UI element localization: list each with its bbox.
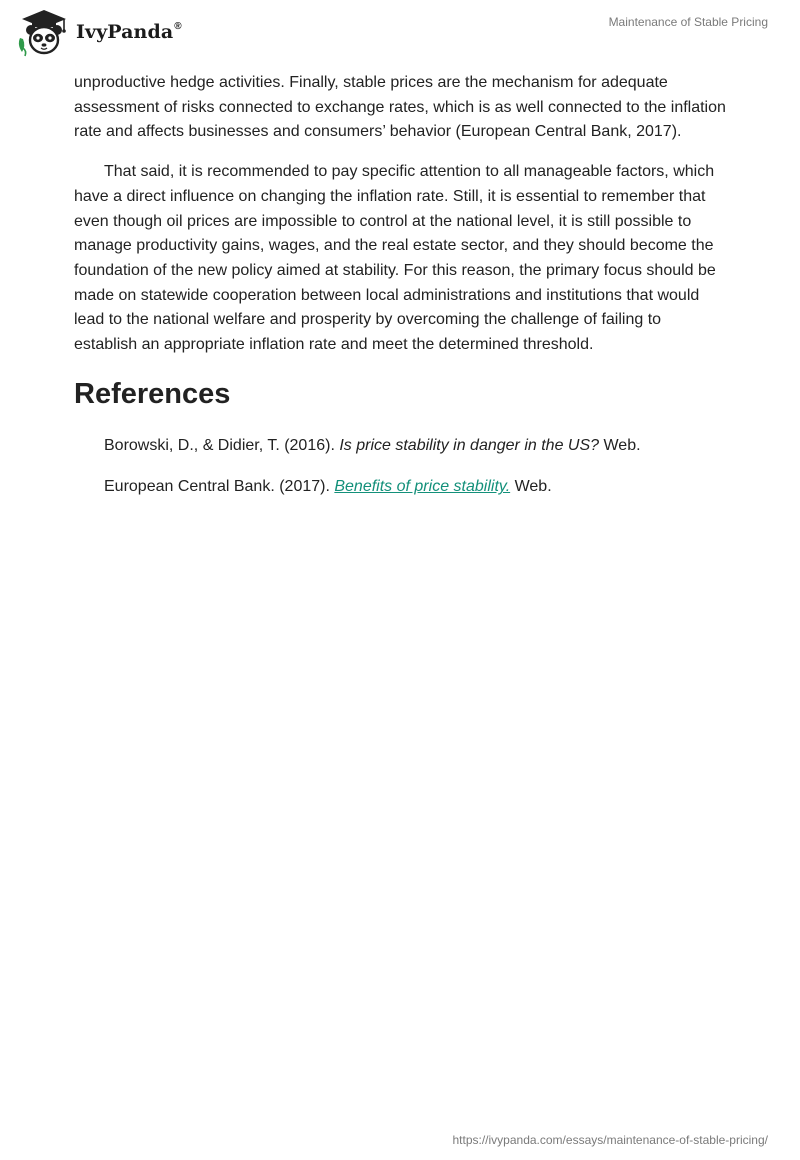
reference-item: [74, 434, 726, 459]
reference-authors: European Central Bank. (2017).: [104, 478, 335, 496]
paragraph-conclusion: That said, it is recommended to pay specific attention to all manageable factors, which have a direct influence on changing the inflation rate. Still, it is essential to remember that even though oil prices are impossible to control at the national level, it is still possible to manage productivity gains, wages, and the real estate sector, and they should become the foundation of the new policy aimed at stability. For this reason, the primary focus should be made on statewide cooperation between local administrations and institutions that would lead to the national welfare and prosperity by overcoming the challenge of failing to establish an appropriate inflation rate and meet the determined threshold.: [74, 163, 716, 354]
reference-item: [74, 475, 726, 500]
page-header: [0, 0, 800, 64]
brand-name: IvyPanda®: [76, 21, 182, 43]
registered-mark: ®: [174, 21, 182, 32]
reference-list: [74, 434, 726, 500]
paragraph-continued: unproductive hedge activities. Finally, stable prices are the mechanism for adequate assessment of risks connected to exchange rates, which is as well connected to the inflation rate and affects businesses and consumers’ behavior (European Central Bank, 2017).: [74, 74, 726, 141]
source-url[interactable]: https://ivypanda.com/essays/maintenance-of-stable-pricing/: [452, 1133, 768, 1147]
reference-suffix: Web.: [599, 436, 641, 454]
running-title: Maintenance of Stable Pricing: [608, 15, 768, 29]
essay-content: [74, 71, 726, 517]
panda-graduate-icon: [14, 8, 74, 58]
reference-title-link[interactable]: Benefits of price stability.: [334, 478, 511, 496]
reference-title: Is price stability in danger in the US?: [339, 436, 600, 454]
references-heading: References: [74, 377, 231, 410]
reference-suffix: Web.: [510, 478, 552, 496]
reference-authors: Borowski, D., & Didier, T. (2016).: [104, 436, 340, 454]
ivypanda-logo[interactable]: [14, 8, 182, 58]
